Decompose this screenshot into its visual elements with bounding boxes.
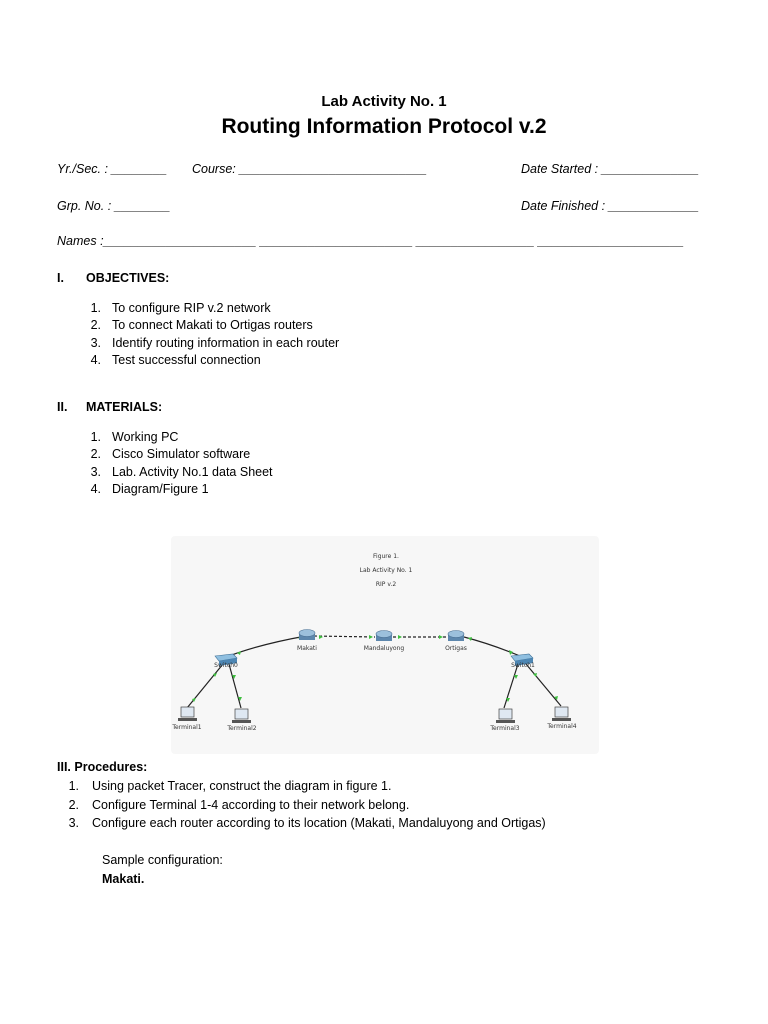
list-item	[77, 430, 273, 447]
step-number: 3.	[68, 816, 79, 831]
terminal3-label: Terminal3	[490, 725, 520, 732]
monitor	[499, 709, 512, 719]
port-indicator	[468, 637, 472, 641]
item-text: To connect Makati to Ortigas routers	[112, 318, 313, 333]
step-number: 2.	[68, 797, 79, 812]
router-makati-label: Makati	[297, 645, 317, 652]
list-item	[77, 447, 273, 464]
terminal3-icon	[496, 709, 515, 723]
list-item	[77, 353, 339, 370]
sample-router-name: Makati.	[102, 872, 145, 886]
keyboard	[552, 718, 571, 721]
port-indicator	[237, 651, 241, 655]
date-started-field: Date Started : ______________	[521, 162, 699, 176]
activity-subtitle: Lab Activity No. 1	[321, 93, 447, 110]
link-makati-mandaluyong	[314, 636, 375, 637]
router-makati-icon	[299, 630, 315, 641]
terminal4-icon	[552, 707, 571, 721]
keyboard	[232, 720, 251, 723]
item-number: 3.	[90, 335, 101, 350]
names-field: Names :______________________ ______________________ _________________ _____________________	[57, 234, 685, 248]
figure-caption-line: RIP v.2	[375, 581, 397, 588]
item-text: Lab. Activity No.1 data Sheet	[112, 464, 273, 479]
list-item	[77, 301, 339, 318]
network-diagram-svg	[171, 536, 599, 754]
item-text: Test successful connection	[112, 352, 261, 367]
item-number: 1.	[90, 430, 101, 444]
router-mandaluyong-icon	[376, 631, 392, 642]
procedure-step	[52, 779, 546, 798]
yr-sec-field: Yr./Sec. : ________	[57, 162, 168, 176]
procedure-step	[52, 816, 546, 835]
group-number-field: Grp. No. : ________	[57, 199, 171, 213]
terminal4-label: Terminal4	[547, 723, 577, 730]
materials-heading	[57, 400, 162, 414]
figure-caption-line: Figure 1.	[373, 553, 399, 560]
terminal1-icon	[178, 707, 197, 721]
terminal2-label: Terminal2	[227, 725, 257, 732]
figure-caption-line: Lab Activity No. 1	[359, 567, 413, 574]
item-number: 4.	[90, 481, 101, 496]
step-text: Configure Terminal 1-4 according to their network belong.	[92, 797, 410, 812]
objectives-list	[77, 301, 339, 370]
item-number: 4.	[90, 352, 101, 367]
item-text: Working PC	[112, 430, 179, 444]
port-indicator	[398, 635, 402, 639]
item-text: Diagram/Figure 1	[112, 481, 209, 496]
materials-list	[77, 430, 273, 499]
step-text: Configure each router according to its location (Makati, Mandaluyong and Ortigas)	[92, 816, 546, 831]
link-switch1-terminal4	[526, 664, 561, 706]
router-top	[376, 631, 392, 638]
document-title: Routing Information Protocol v.2	[221, 115, 547, 138]
step-number: 1.	[68, 779, 79, 793]
section-title: OBJECTIVES:	[86, 271, 170, 285]
section-number: I.	[57, 271, 64, 285]
date-finished-field: Date Finished : _____________	[521, 199, 699, 213]
keyboard	[178, 718, 197, 721]
link-switch0-terminal1	[187, 664, 223, 708]
course-field: Course: ___________________________	[192, 162, 427, 176]
monitor	[235, 709, 248, 719]
procedure-step	[52, 798, 546, 817]
item-text: Cisco Simulator software	[112, 447, 251, 462]
port-indicator	[369, 635, 373, 639]
item-number: 2.	[90, 447, 101, 462]
port-indicator	[514, 675, 518, 679]
section-number: II.	[57, 400, 68, 414]
item-text: Identify routing information in each router	[112, 335, 340, 350]
monitor	[555, 707, 568, 717]
item-number: 2.	[90, 318, 101, 333]
network-diagram-figure	[171, 536, 599, 754]
section-title: MATERIALS:	[86, 400, 163, 414]
port-indicator	[509, 650, 513, 655]
step-text: Using packet Tracer, construct the diagram in figure 1.	[92, 779, 392, 793]
item-number: 1.	[90, 301, 101, 315]
list-item	[77, 318, 339, 335]
switch1-label: Switch1	[511, 662, 535, 669]
router-ortigas-icon	[448, 631, 464, 642]
link-switch0-makati	[229, 636, 306, 656]
procedures-heading: III. Procedures:	[57, 760, 148, 774]
terminal2-icon	[232, 709, 251, 723]
objectives-heading	[57, 271, 169, 285]
list-item	[77, 336, 339, 353]
router-top	[448, 631, 464, 638]
monitor	[181, 707, 194, 717]
router-top	[299, 630, 315, 637]
keyboard	[496, 720, 515, 723]
router-ortigas-label: Ortigas	[445, 645, 467, 652]
list-item	[77, 465, 273, 482]
router-mandaluyong-label: Mandaluyong	[363, 645, 405, 652]
port-indicator	[439, 635, 443, 639]
item-number: 3.	[90, 464, 101, 479]
terminal1-label: Terminal1	[172, 724, 202, 731]
switch0-label: Switch0	[214, 662, 238, 669]
link-switch0-terminal2	[229, 664, 241, 708]
item-text: To configure RIP v.2 network	[112, 301, 271, 315]
link-switch1-terminal3	[504, 664, 518, 708]
procedures-list	[52, 779, 546, 835]
sample-configuration-label: Sample configuration:	[102, 853, 223, 867]
list-item	[77, 482, 273, 499]
